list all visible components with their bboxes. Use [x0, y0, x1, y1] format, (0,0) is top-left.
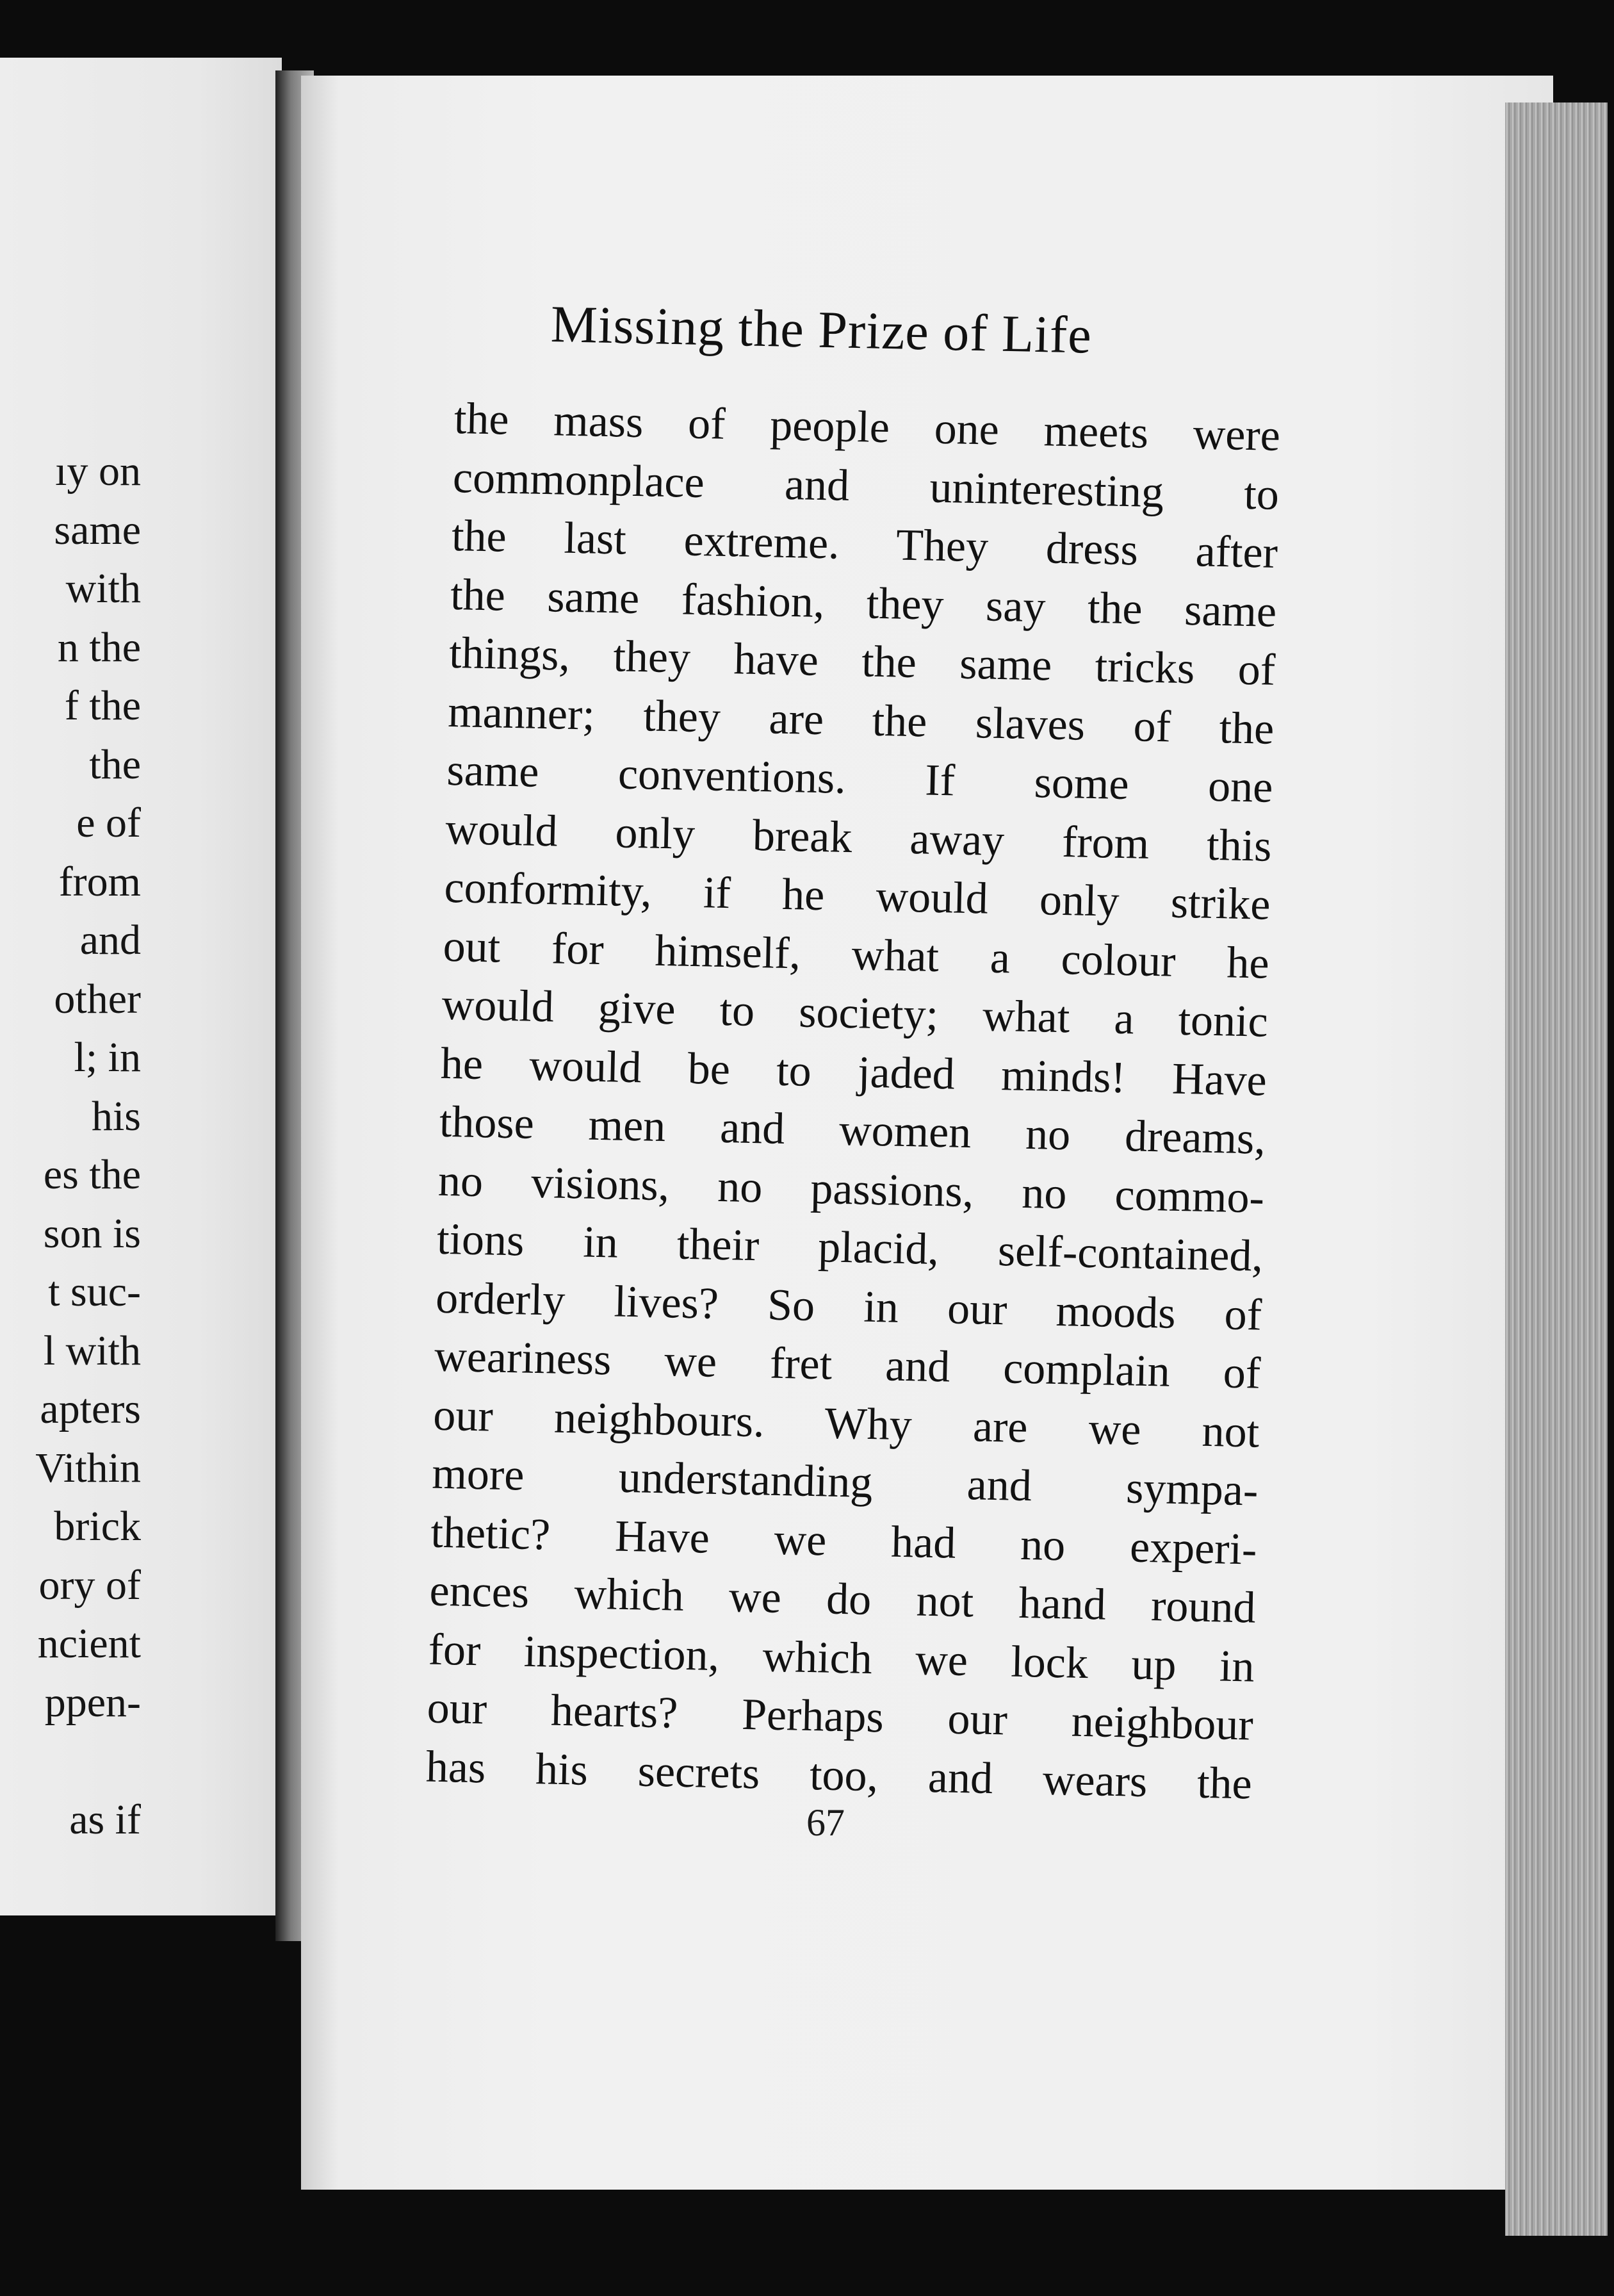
left-line-fragment: ncient	[37, 1620, 141, 1667]
left-line-fragment: from	[58, 858, 141, 905]
left-line-fragment: ıy on	[55, 448, 141, 495]
text-line: he would be to jaded minds! Have	[440, 1038, 1268, 1106]
left-line-fragment: with	[65, 565, 141, 612]
text-line: commonplace and uninteresting to	[452, 452, 1280, 520]
text-line: out for himself, what a colour he	[442, 921, 1270, 988]
left-line-fragment: as if	[69, 1796, 141, 1843]
text-line: same conventions. If some one	[446, 745, 1274, 812]
left-line-fragment: the	[89, 741, 141, 788]
left-line-fragment: brick	[54, 1503, 141, 1550]
text-line: manner; they are the slaves of the	[447, 687, 1275, 754]
text-line: ences which we do not hand round	[428, 1566, 1257, 1633]
text-line: would only break away from this	[444, 804, 1273, 871]
text-line: the mass of people one meets were	[453, 393, 1281, 461]
left-line-fragment: l; in	[74, 1034, 141, 1081]
text-line: our neighbours. Why are we not	[432, 1390, 1260, 1457]
text-line: no visions, no passions, no commo-	[437, 1156, 1265, 1223]
text-line: our hearts? Perhaps our neighbour	[427, 1683, 1254, 1750]
text-line: things, they have the same tricks of	[448, 628, 1276, 695]
text-line: the same fashion, they say the same	[450, 570, 1277, 637]
running-head: Missing the Prize of Life	[550, 295, 1093, 365]
page-number: 67	[806, 1801, 845, 1844]
text-line: tions in their placid, self-contained,	[436, 1214, 1264, 1281]
left-line-fragment: and	[79, 917, 141, 964]
text-line: more understanding and sympa-	[431, 1448, 1259, 1516]
left-line-fragment: e of	[76, 800, 141, 846]
page-edges	[1505, 102, 1608, 2236]
left-line-fragment: n the	[57, 623, 141, 671]
left-line-fragment: son is	[43, 1210, 141, 1257]
text-line: would give to society; what a tonic	[441, 980, 1269, 1047]
left-line-fragment: l with	[43, 1327, 141, 1374]
left-line-fragment: apters	[40, 1386, 141, 1432]
text-line: weariness we fret and complain of	[434, 1331, 1261, 1398]
text-line: for inspection, which we lock up in	[428, 1625, 1255, 1692]
left-line-fragment: f the	[64, 682, 141, 729]
body-text	[425, 390, 1281, 1814]
left-line-fragment: Vithin	[35, 1444, 141, 1491]
left-line-fragment: t suc-	[48, 1268, 141, 1315]
left-line-fragment: ory of	[38, 1561, 141, 1609]
left-line-fragment: other	[54, 975, 141, 1022]
left-line-fragment: same	[54, 506, 141, 554]
left-line-fragment: his	[91, 1092, 141, 1140]
text-line: those men and women no dreams,	[439, 1097, 1266, 1164]
left-line-fragment: ppen-	[44, 1678, 141, 1726]
text-line: thetic? Have we had no experi-	[430, 1507, 1258, 1575]
text-line: orderly lives? So in our moods of	[435, 1273, 1262, 1340]
text-line: has his secrets too, and wears the	[425, 1742, 1253, 1809]
left-line-fragment: es the	[43, 1151, 141, 1198]
text-line: conformity, if he would only strike	[443, 862, 1271, 930]
left-page	[0, 58, 282, 1915]
text-line: the last extreme. They dress after	[451, 511, 1278, 578]
